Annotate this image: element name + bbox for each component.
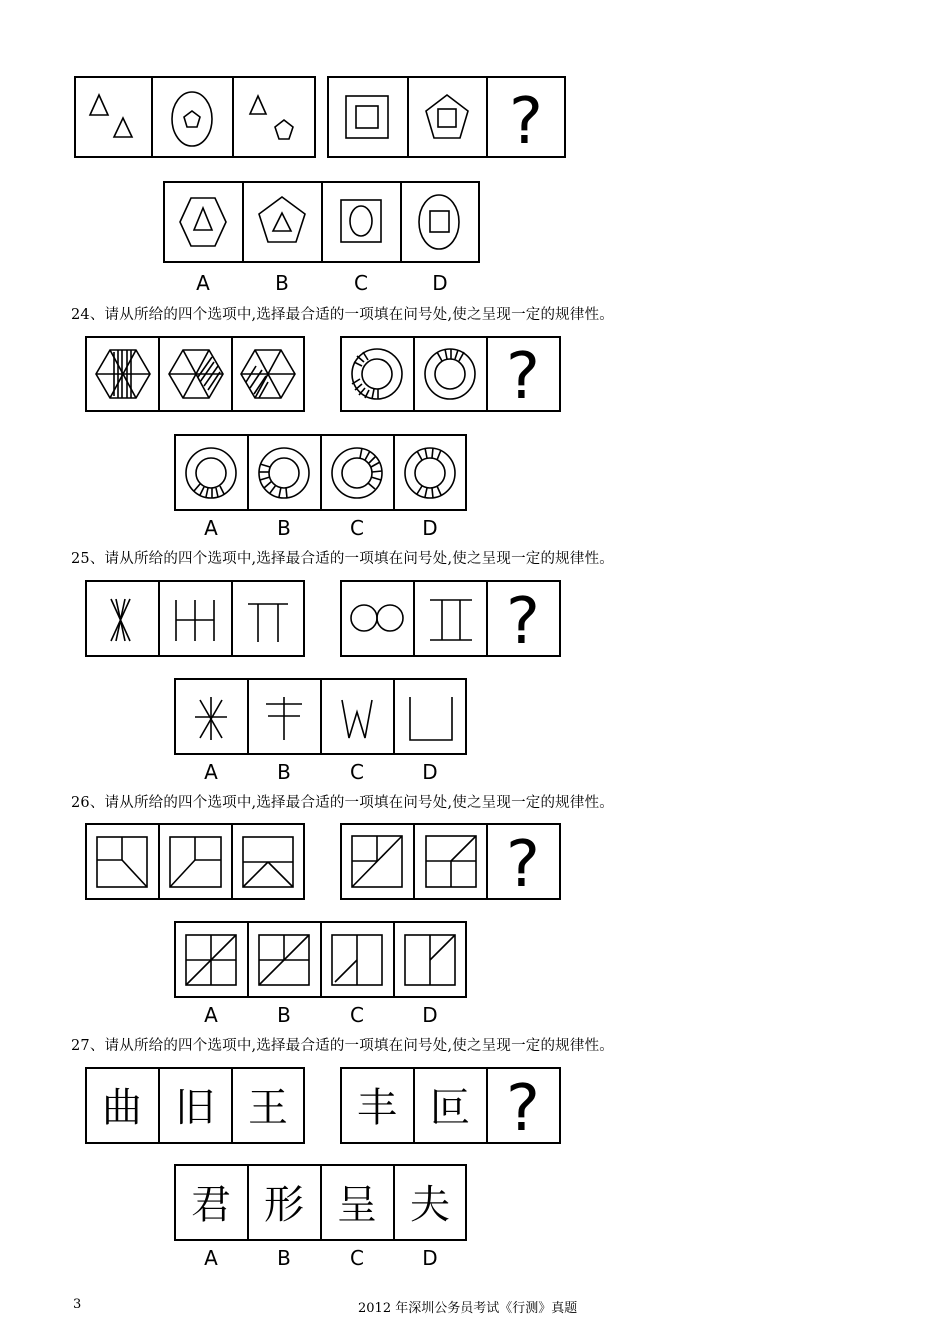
q25-question-mark: ?	[506, 585, 540, 659]
q27-option-label-a: A	[204, 1246, 218, 1270]
q24-option-figures	[175, 435, 466, 510]
q24-question-mark: ?	[506, 340, 540, 414]
q23-question-mark: ?	[509, 85, 543, 159]
q23-option-label-a: A	[196, 271, 210, 295]
q27-option-char-b: 形	[264, 1182, 304, 1228]
footer-page-number: 3	[73, 1297, 82, 1312]
q27-stem-char-2: 旧	[175, 1085, 215, 1131]
q27-option-char-a: 君	[191, 1182, 231, 1228]
q24-option-label-c: C	[350, 516, 364, 540]
q26-option-figures	[175, 922, 466, 997]
q23-option-label-c: C	[354, 271, 368, 295]
q24-option-label-d: D	[422, 516, 438, 540]
question-25-text: 25、请从所给的四个选项中,选择最合适的一项填在问号处,使之呈现一定的规律性。	[71, 551, 614, 567]
q27-stem-boxes	[86, 1068, 560, 1143]
q25-option-label-d: D	[422, 760, 438, 784]
q26-option-label-a: A	[204, 1003, 218, 1027]
question-24-text: 24、请从所给的四个选项中,选择最合适的一项填在问号处,使之呈现一定的规律性。	[71, 307, 614, 323]
q23-option-label-b: B	[275, 271, 289, 295]
q27-question-mark: ?	[506, 1072, 540, 1146]
q26-option-label-d: D	[422, 1003, 438, 1027]
q26-option-label-b: B	[277, 1003, 291, 1027]
q27-option-label-d: D	[422, 1246, 438, 1270]
q27-option-char-d: 夫	[410, 1182, 450, 1228]
q27-option-label-b: B	[277, 1246, 291, 1270]
q26-option-label-c: C	[350, 1003, 364, 1027]
q25-option-figures	[175, 679, 466, 754]
q26-question-mark: ?	[506, 828, 540, 902]
q25-option-label-a: A	[204, 760, 218, 784]
q27-option-char-c: 呈	[337, 1182, 377, 1228]
question-27-text: 27、请从所给的四个选项中,选择最合适的一项填在问号处,使之呈现一定的规律性。	[71, 1038, 614, 1054]
q25-option-label-b: B	[277, 760, 291, 784]
q25-option-label-c: C	[350, 760, 364, 784]
q27-option-label-c: C	[350, 1246, 364, 1270]
q27-stem-char-3: 王	[248, 1085, 288, 1131]
q24-option-label-b: B	[277, 516, 291, 540]
q23-option-label-d: D	[432, 271, 448, 295]
q24-stem-figures	[86, 337, 560, 411]
question-26-text: 26、请从所给的四个选项中,选择最合适的一项填在问号处,使之呈现一定的规律性。	[71, 795, 614, 811]
q24-option-label-a: A	[204, 516, 218, 540]
q25-stem-figures	[86, 581, 560, 656]
q27-stem-char-1: 曲	[102, 1085, 142, 1131]
q27-stem-char-5: 叵	[430, 1085, 470, 1131]
q26-stem-figures	[86, 824, 560, 899]
q27-stem-char-4: 丰	[357, 1085, 397, 1131]
q23-stem-figures	[75, 77, 565, 157]
footer-title: 2012 年深圳公务员考试《行测》真题	[358, 1301, 578, 1316]
q23-option-figures	[164, 182, 479, 262]
